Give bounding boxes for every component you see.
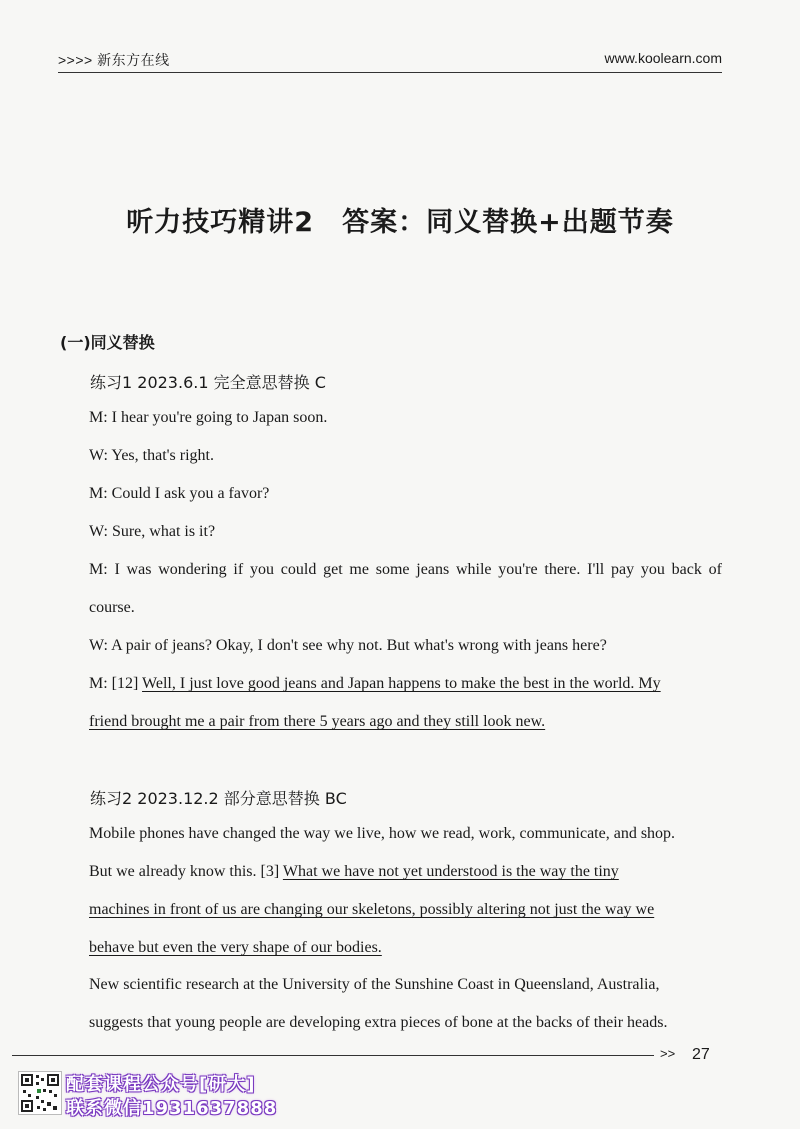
- dialogue-line: M: I hear you're going to Japan soon.: [89, 409, 328, 426]
- dialogue-line: course.: [89, 599, 135, 616]
- dialogue-line: M: I was wondering if you could get me some jeans while you're there. I'll pay you back of: [89, 561, 722, 578]
- page-header: [58, 44, 722, 73]
- section-title: (一)同义替换: [60, 333, 155, 352]
- exercise1-heading: 练习1 2023.6.1 完全意思替换 C: [90, 373, 326, 392]
- speaker-prefix: M: [12]: [89, 675, 143, 692]
- page-number: 27: [692, 1046, 710, 1063]
- passage-line: [89, 939, 722, 957]
- passage-line: [89, 901, 722, 919]
- dialogue-line: W: A pair of jeans? Okay, I don't see why not. But what's wrong with jeans here?: [89, 637, 607, 654]
- qr-code-icon: [18, 1071, 62, 1115]
- dialogue-answer-line-2: [89, 713, 722, 731]
- passage-line: Mobile phones have changed the way we live, how we read, work, communicate, and shop.: [89, 825, 676, 842]
- header-website: www.koolearn.com: [604, 50, 722, 66]
- passage-line: New scientific research at the University of the Sunshine Coast in Queensland, Australia,: [89, 976, 660, 993]
- answer-underlined: What we have not yet understood is the way the tiny: [282, 863, 619, 880]
- promo-line-1: 配套课程公众号[研大]: [66, 1074, 256, 1095]
- footer-rule: [12, 1055, 654, 1056]
- dialogue-line: W: Yes, that's right.: [89, 447, 214, 464]
- page-title: 听力技巧精讲2 答案：同义替换+出题节奏: [126, 207, 674, 238]
- promo-line-2: 联系微信1931637888: [66, 1098, 278, 1119]
- exercise2-heading: 练习2 2023.12.2 部分意思替换 BC: [90, 789, 347, 808]
- answer-underlined: behave but even the very shape of our bodies.: [89, 939, 382, 956]
- passage-line: suggests that young people are developing extra pieces of bone at the backs of their heads.: [89, 1014, 668, 1031]
- header-brand: >>>> 新东方在线: [58, 52, 170, 68]
- answer-underlined: friend brought me a pair from there 5 years ago and they still look new.: [89, 713, 546, 730]
- passage-line: [89, 863, 722, 881]
- dialogue-line: M: Could I ask you a favor?: [89, 485, 270, 502]
- footer-arrows: >>: [660, 1046, 676, 1061]
- answer-underlined: machines in front of us are changing our skeletons, possibly altering not just the way we: [89, 901, 655, 918]
- dialogue-line: W: Sure, what is it?: [89, 523, 216, 540]
- dialogue-answer-line: [89, 675, 722, 693]
- answer-underlined: Well, I just love good jeans and Japan happens to make the best in the world. My: [142, 675, 661, 692]
- passage-prefix: But we already know this. [3]: [89, 863, 283, 880]
